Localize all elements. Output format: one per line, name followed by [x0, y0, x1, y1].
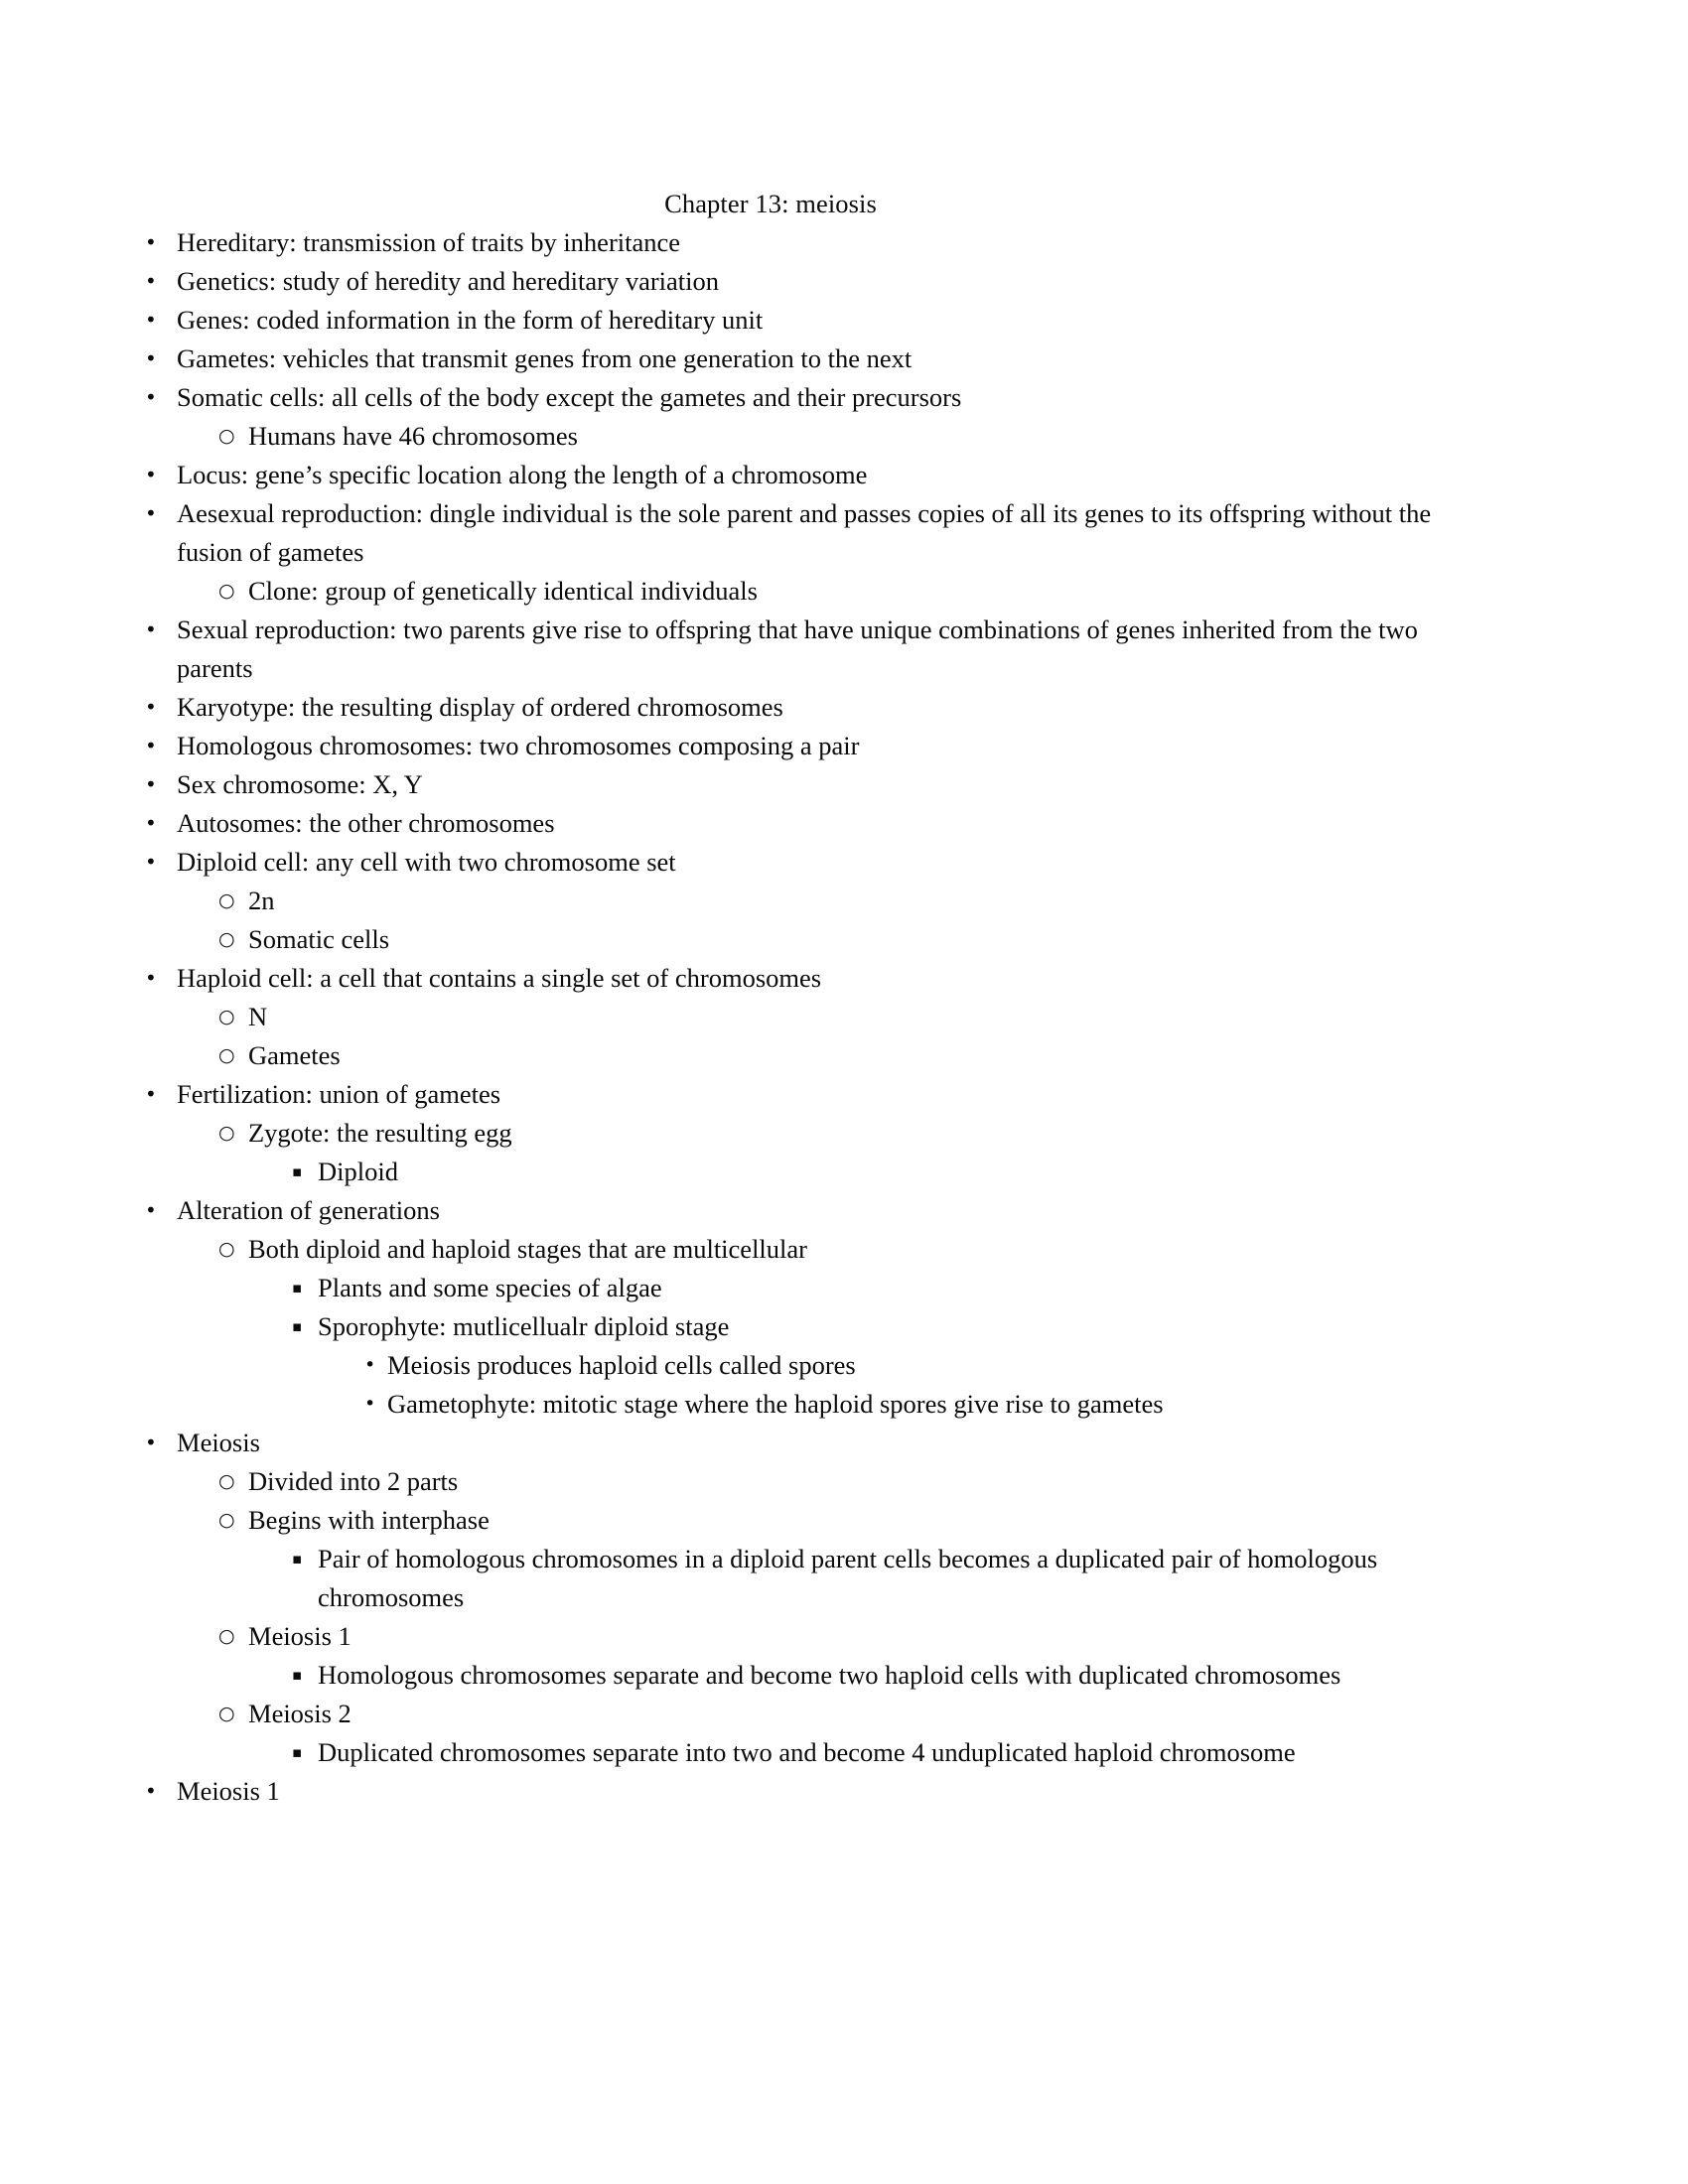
list-item-row — [131, 804, 1452, 843]
list-item — [131, 1617, 1452, 1695]
bullet-level-1-icon: • — [145, 1082, 157, 1106]
list-item — [131, 301, 1452, 340]
list-item — [131, 920, 1452, 959]
list-item-row — [131, 611, 1452, 688]
list-item-row — [131, 765, 1452, 804]
list-item-text: Meiosis 1 — [248, 1621, 352, 1651]
list-item-row — [131, 1191, 1452, 1230]
list-item-row — [131, 1462, 1452, 1501]
bullet-level-1-icon: • — [145, 734, 157, 757]
bullet-level-1-icon: • — [145, 346, 157, 370]
list-item — [131, 1346, 1452, 1385]
list-item-row — [131, 1346, 1452, 1385]
list-item-row — [131, 998, 1452, 1036]
list-item-text: Pair of homologous chromosomes in a diploid parent cells becomes a duplicated pair of homologous chromosomes — [318, 1544, 1378, 1612]
list-item — [131, 998, 1452, 1036]
list-item-text: Locus: gene’s specific location along the length of a chromosome — [177, 460, 868, 489]
list-item-text: N — [248, 1002, 268, 1031]
bullet-level-2-icon: ○ — [218, 580, 235, 602]
list-item-row — [131, 417, 1452, 456]
bullet-level-3-icon: ▪ — [292, 1162, 303, 1180]
list-item — [131, 727, 1452, 765]
outline-sublist — [131, 998, 1452, 1075]
list-item-row — [131, 1230, 1452, 1269]
list-item-row — [131, 1540, 1452, 1617]
bullet-level-1-icon: • — [145, 850, 157, 874]
page-title: Chapter 13: meiosis — [664, 189, 877, 218]
list-item — [131, 378, 1452, 456]
bullet-level-2-icon: ○ — [218, 1703, 235, 1724]
list-item-row — [131, 920, 1452, 959]
list-item-text: Alteration of generations — [177, 1195, 440, 1225]
bullet-level-1-icon: • — [145, 385, 157, 409]
list-item-text: Diploid — [318, 1157, 398, 1186]
bullet-level-2-icon: ○ — [218, 1238, 235, 1260]
outline-sublist — [131, 882, 1452, 959]
list-item-row — [131, 1269, 1452, 1307]
list-item-text: Gametophyte: mitotic stage where the haploid spores give rise to gametes — [387, 1389, 1164, 1419]
list-item-text: Zygote: the resulting egg — [248, 1118, 512, 1148]
bullet-level-1-icon: • — [145, 617, 157, 641]
bullet-level-2-icon: ○ — [218, 928, 235, 950]
list-item — [131, 843, 1452, 959]
list-item-text: Sexual reproduction: two parents give rise to offspring that have unique combinations of genes inherited from the two parents — [177, 614, 1418, 683]
list-item — [131, 1772, 1452, 1811]
list-item-row — [131, 1617, 1452, 1656]
bullet-level-1-icon: • — [145, 1431, 157, 1454]
list-item — [131, 417, 1452, 456]
list-item-row — [131, 1656, 1452, 1695]
list-item-row — [131, 1114, 1452, 1153]
list-item-text: Somatic cells — [248, 924, 390, 954]
list-item-row — [131, 340, 1452, 378]
list-item-text: Humans have 46 chromosomes — [248, 421, 578, 451]
list-item-text: Haploid cell: a cell that contains a single set of chromosomes — [177, 963, 822, 993]
list-item-row — [131, 1501, 1452, 1540]
bullet-level-3-icon: ▪ — [292, 1317, 303, 1335]
list-item-row — [131, 378, 1452, 417]
bullet-level-4-icon: • — [364, 1393, 376, 1415]
list-item-text: Homologous chromosomes separate and become two haploid cells with duplicated chromosomes — [318, 1660, 1341, 1690]
bullet-level-1-icon: • — [145, 308, 157, 332]
list-item-row — [131, 456, 1452, 494]
bullet-level-1-icon: • — [145, 811, 157, 835]
bullet-level-1-icon: • — [145, 230, 157, 254]
bullet-level-1-icon: • — [145, 463, 157, 486]
bullet-level-1-icon: • — [145, 269, 157, 293]
bullet-level-1-icon: • — [145, 1198, 157, 1222]
list-item-text: 2n — [248, 886, 275, 915]
list-item-text: Both diploid and haploid stages that are multicellular — [248, 1234, 807, 1264]
list-item — [131, 1462, 1452, 1501]
outline-sublist — [131, 1269, 1452, 1424]
outline-sublist — [131, 417, 1452, 456]
list-item-text: Fertilization: union of gametes — [177, 1079, 501, 1109]
list-item — [131, 456, 1452, 494]
bullet-level-3-icon: ▪ — [292, 1666, 303, 1684]
list-item — [131, 223, 1452, 262]
list-item — [131, 1153, 1452, 1191]
list-item-text: Homologous chromosomes: two chromosomes composing a pair — [177, 731, 860, 760]
list-item-row — [131, 1695, 1452, 1733]
list-item — [131, 1307, 1452, 1424]
list-item-row — [131, 301, 1452, 340]
outline-sublist — [131, 1462, 1452, 1772]
list-item-text: Duplicated chromosomes separate into two and become 4 unduplicated haploid chromosome — [318, 1737, 1296, 1767]
list-item — [131, 1269, 1452, 1307]
outline-sublist — [131, 572, 1452, 611]
list-item — [131, 959, 1452, 1075]
bullet-level-3-icon: ▪ — [292, 1743, 303, 1761]
list-item-row — [131, 727, 1452, 765]
list-item-row — [131, 882, 1452, 920]
list-item-row — [131, 223, 1452, 262]
list-item — [131, 1075, 1452, 1191]
list-item-text: Plants and some species of algae — [318, 1273, 662, 1302]
list-item-row — [131, 1772, 1452, 1811]
list-item-text: Aesexual reproduction: dingle individual is the sole parent and passes copies of all its genes to its offspring without the fusion of gametes — [177, 498, 1432, 567]
list-item-text: Meiosis produces haploid cells called spores — [387, 1350, 856, 1380]
list-item-text: Clone: group of genetically identical individuals — [248, 576, 758, 606]
bullet-level-1-icon: • — [145, 772, 157, 796]
document-content — [131, 185, 1452, 1811]
list-item-text: Meiosis — [177, 1428, 260, 1457]
list-item — [131, 572, 1452, 611]
outline-sublist — [131, 1346, 1452, 1424]
bullet-level-2-icon: ○ — [218, 1122, 235, 1144]
list-item-text: Autosomes: the other chromosomes — [177, 808, 555, 838]
list-item-text: Sex chromosome: X, Y — [177, 769, 423, 799]
list-item — [131, 1695, 1452, 1772]
list-item — [131, 1191, 1452, 1424]
list-item-row — [131, 494, 1452, 572]
bullet-level-2-icon: ○ — [218, 425, 235, 447]
bullet-level-2-icon: ○ — [218, 1625, 235, 1647]
outline-sublist — [131, 1153, 1452, 1191]
list-item-text: Sporophyte: mutlicellualr diploid stage — [318, 1311, 730, 1341]
bullet-level-3-icon: ▪ — [292, 1279, 303, 1297]
list-item — [131, 340, 1452, 378]
outline-sublist — [131, 1540, 1452, 1617]
list-item — [131, 1385, 1452, 1424]
list-item-text: Hereditary: transmission of traits by inheritance — [177, 227, 681, 257]
list-item — [131, 1424, 1452, 1772]
list-item — [131, 1656, 1452, 1695]
outline-sublist — [131, 1733, 1452, 1772]
list-item-row — [131, 688, 1452, 727]
list-item-row — [131, 1307, 1452, 1346]
list-item-row — [131, 262, 1452, 301]
outline-sublist — [131, 1656, 1452, 1695]
list-item — [131, 1036, 1452, 1075]
list-item — [131, 611, 1452, 688]
list-item-row — [131, 959, 1452, 998]
list-item-text: Meiosis 1 — [177, 1776, 280, 1806]
list-item-text: Gametes: vehicles that transmit genes from one generation to the next — [177, 343, 913, 373]
list-item-row — [131, 1385, 1452, 1424]
list-item-text: Begins with interphase — [248, 1505, 490, 1535]
bullet-level-2-icon: ○ — [218, 889, 235, 911]
bullet-level-1-icon: • — [145, 501, 157, 525]
bullet-level-2-icon: ○ — [218, 1044, 235, 1066]
list-item — [131, 1540, 1452, 1617]
bullet-level-1-icon: • — [145, 966, 157, 990]
list-item-text: Genetics: study of heredity and hereditary variation — [177, 266, 720, 296]
outline-list — [131, 223, 1452, 1811]
list-item-row — [131, 1036, 1452, 1075]
list-item-row — [131, 1733, 1452, 1772]
list-item-text: Meiosis 2 — [248, 1699, 352, 1728]
list-item-text: Genes: coded information in the form of hereditary unit — [177, 305, 764, 335]
list-item — [131, 262, 1452, 301]
list-item-row — [131, 572, 1452, 611]
bullet-level-2-icon: ○ — [218, 1006, 235, 1027]
bullet-level-2-icon: ○ — [218, 1470, 235, 1492]
list-item-text: Gametes — [248, 1040, 341, 1070]
list-item — [131, 1114, 1452, 1191]
list-item — [131, 1501, 1452, 1617]
list-item-text: Diploid cell: any cell with two chromosome set — [177, 847, 676, 877]
list-item-row — [131, 1424, 1452, 1462]
list-item-text: Somatic cells: all cells of the body except the gametes and their precursors — [177, 382, 962, 412]
outline-sublist — [131, 1230, 1452, 1424]
list-item-row — [131, 843, 1452, 882]
list-item — [131, 804, 1452, 843]
list-item-text: Divided into 2 parts — [248, 1466, 459, 1496]
bullet-level-1-icon: • — [145, 1779, 157, 1803]
outline-sublist — [131, 1114, 1452, 1191]
bullet-level-4-icon: • — [364, 1354, 376, 1376]
list-item — [131, 494, 1452, 611]
bullet-level-2-icon: ○ — [218, 1509, 235, 1531]
bullet-level-1-icon: • — [145, 695, 157, 719]
list-item-text: Karyotype: the resulting display of ordered chromosomes — [177, 692, 783, 722]
list-item-row — [131, 1153, 1452, 1191]
list-item — [131, 882, 1452, 920]
list-item — [131, 688, 1452, 727]
list-item — [131, 1733, 1452, 1772]
bullet-level-3-icon: ▪ — [292, 1550, 303, 1568]
list-item — [131, 765, 1452, 804]
list-item-row — [131, 1075, 1452, 1114]
list-item — [131, 1230, 1452, 1424]
